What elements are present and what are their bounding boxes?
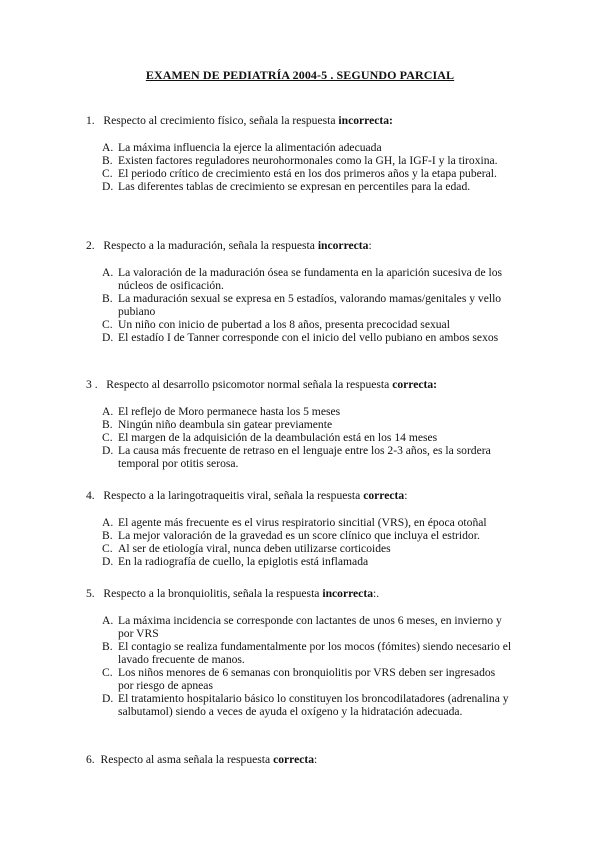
- option-text: La máxima incidencia se corresponde con lactantes de unos 6 meses, en invierno y por VRS: [118, 614, 502, 640]
- option-b: [102, 154, 512, 167]
- option-letter: A.: [102, 405, 114, 418]
- question-suffix: :.: [373, 587, 380, 600]
- option-letter: A.: [102, 614, 114, 627]
- question-number: 1.: [86, 114, 95, 127]
- option-text: El periodo crítico de crecimiento está en los dos primeros años y la etapa puberal.: [118, 167, 497, 180]
- option-a: [102, 405, 512, 418]
- question-number: 2.: [86, 239, 95, 252]
- question-number: 3 .: [86, 378, 98, 391]
- option-letter: A.: [102, 141, 114, 154]
- question-3-options: [102, 405, 512, 470]
- question-5-options: [102, 614, 512, 718]
- option-letter: C.: [102, 318, 113, 331]
- question-keyword: incorrecta:: [338, 114, 393, 127]
- option-text: Ningún niño deambula sin gatear previamente: [118, 418, 333, 431]
- option-letter: C.: [102, 167, 113, 180]
- question-4-options: [102, 516, 512, 568]
- question-text: Respecto a la maduración, señala la respuesta: [103, 239, 318, 252]
- question-suffix: :: [368, 239, 372, 252]
- option-c: [102, 666, 512, 692]
- question-suffix: :: [314, 753, 318, 766]
- question-suffix: :: [404, 489, 408, 502]
- option-c: [102, 318, 512, 331]
- option-letter: D.: [102, 180, 114, 193]
- option-c: [102, 431, 512, 444]
- option-a: [102, 516, 512, 529]
- option-letter: D.: [102, 331, 114, 344]
- option-letter: A.: [102, 266, 114, 279]
- option-letter: B.: [102, 640, 113, 653]
- option-text: El estadío I de Tanner corresponde con el inicio del vello pubiano en ambos sexos: [118, 331, 499, 344]
- question-keyword: correcta:: [392, 378, 438, 391]
- option-text: Un niño con inicio de pubertad a los 8 años, presenta precocidad sexual: [118, 318, 450, 331]
- option-text: El reflejo de Moro permanece hasta los 5 meses: [118, 405, 341, 418]
- question-text: Respecto a la laringotraqueitis viral, señala la respuesta: [103, 489, 364, 502]
- option-b: [102, 529, 512, 542]
- question-2-stem: [86, 239, 526, 252]
- option-text: El agente más frecuente es el virus respiratorio sincitial (VRS), en época otoñal: [118, 516, 487, 529]
- option-text: En la radiografía de cuello, la epiglotis está inflamada: [118, 555, 369, 568]
- exam-title: EXAMEN DE PEDIATRÍA 2004-5 . SEGUNDO PARCIAL: [145, 68, 455, 82]
- option-text: La mejor valoración de la gravedad es un score clínico que incluya el estridor.: [118, 529, 480, 542]
- option-b: [102, 418, 512, 431]
- option-d: [102, 692, 512, 718]
- question-text: Respecto a la bronquiolitis, señala la respuesta: [103, 587, 323, 600]
- option-letter: D.: [102, 555, 114, 568]
- option-d: [102, 555, 512, 568]
- option-text: La máxima influencia la ejerce la alimentación adecuada: [118, 141, 382, 154]
- option-letter: B.: [102, 529, 113, 542]
- question-number: 4.: [86, 489, 95, 502]
- option-text: Al ser de etiología viral, nunca deben utilizarse corticoides: [118, 542, 391, 555]
- question-number: 6.: [86, 753, 95, 766]
- question-text: Respecto al desarrollo psicomotor normal señala la respuesta: [106, 378, 393, 391]
- question-5-stem: [86, 587, 526, 600]
- question-keyword: incorrecta: [322, 587, 373, 600]
- option-letter: C.: [102, 431, 113, 444]
- question-keyword: correcta: [273, 753, 315, 766]
- option-letter: D.: [102, 444, 114, 457]
- option-d: [102, 331, 512, 344]
- question-1-stem: [86, 114, 526, 127]
- option-text: La valoración de la maduración ósea se fundamenta en la aparición sucesiva de los núcleos de osificación.: [118, 266, 503, 292]
- option-text: Existen factores reguladores neurohormonales como la GH, la IGF-I y la tiroxina.: [118, 154, 498, 167]
- option-d: [102, 180, 512, 193]
- question-4-stem: [86, 489, 526, 502]
- option-a: [102, 614, 512, 640]
- option-a: [102, 141, 512, 154]
- option-text: La causa más frecuente de retraso en el lenguaje entre los 2-3 años, es la sordera temporal por otitis serosa.: [118, 444, 491, 470]
- question-2-options: [102, 266, 512, 344]
- option-letter: C.: [102, 666, 113, 679]
- option-d: [102, 444, 512, 470]
- question-text: Respecto al crecimiento físico, señala la respuesta: [103, 114, 339, 127]
- option-letter: A.: [102, 516, 114, 529]
- question-1-options: [102, 141, 512, 193]
- question-keyword: correcta: [363, 489, 405, 502]
- question-3-stem: [86, 378, 526, 391]
- option-letter: B.: [102, 292, 113, 305]
- option-b: [102, 292, 512, 318]
- question-number: 5.: [86, 587, 95, 600]
- option-letter: B.: [102, 418, 113, 431]
- option-text: La maduración sexual se expresa en 5 estadíos, valorando mamas/genitales y vello pubiano: [118, 292, 502, 318]
- option-text: El contagio se realiza fundamentalmente por los mocos (fómites) siendo necesario el lavado frecuente de manos.: [118, 640, 512, 666]
- option-c: [102, 542, 512, 555]
- option-letter: C.: [102, 542, 113, 555]
- option-letter: B.: [102, 154, 113, 167]
- option-c: [102, 167, 512, 180]
- option-text: Las diferentes tablas de crecimiento se expresan en percentiles para la edad.: [118, 180, 471, 193]
- question-text: Respecto al asma señala la respuesta: [100, 753, 274, 766]
- option-a: [102, 266, 512, 292]
- option-b: [102, 640, 512, 666]
- option-text: El margen de la adquisición de la deambulación está en los 14 meses: [118, 431, 438, 444]
- option-text: Los niños menores de 6 semanas con bronquiolitis por VRS deben ser ingresados por riesgo de apneas: [118, 666, 496, 692]
- question-keyword: incorrecta: [317, 239, 369, 252]
- option-letter: D.: [102, 692, 114, 705]
- question-6-stem: [86, 753, 526, 766]
- option-text: El tratamiento hospitalario básico lo constituyen los broncodilatadores (adrenalina y salbutamol) siendo a veces de ayuda el oxígeno y la hidratación adecuada.: [118, 692, 509, 718]
